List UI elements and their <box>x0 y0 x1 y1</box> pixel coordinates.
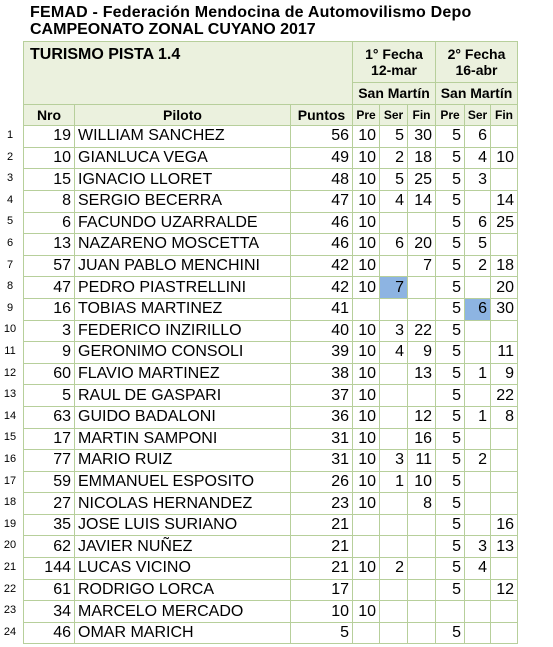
cell-piloto: FACUNDO UZARRALDE <box>75 212 291 234</box>
cell-f2-fin <box>491 169 518 191</box>
cell-f1-fin <box>408 277 436 299</box>
cell-f1-fin <box>408 514 436 536</box>
cell-f1-pre <box>353 622 380 644</box>
row-number: 21 <box>3 561 17 573</box>
cell-f1-fin: 25 <box>408 169 436 191</box>
cell-puntos: 37 <box>291 385 353 407</box>
table-row <box>24 298 518 320</box>
cell-f2-pre: 5 <box>436 363 465 385</box>
cell-f2-pre: 5 <box>436 342 465 364</box>
cell-f1-fin: 30 <box>408 126 436 148</box>
row-number: 13 <box>3 388 17 401</box>
cell-puntos: 21 <box>291 536 353 558</box>
cell-f1-ser: 1 <box>380 471 408 493</box>
cell-f1-fin: 18 <box>408 147 436 169</box>
table-row <box>24 406 518 428</box>
cell-f2-fin: 13 <box>491 536 518 558</box>
cell-piloto: SERGIO BECERRA <box>75 190 291 212</box>
cell-f1-ser <box>380 622 408 644</box>
cell-f2-fin: 22 <box>491 385 518 407</box>
cell-f2-pre: 5 <box>436 385 465 407</box>
cell-f1-fin: 11 <box>408 450 436 472</box>
cell-nro: 10 <box>24 147 75 169</box>
cell-f2-ser <box>465 277 491 299</box>
cell-f2-ser: 1 <box>465 406 491 428</box>
cell-f1-ser <box>380 428 408 450</box>
cell-nro: 5 <box>24 385 75 407</box>
cell-puntos: 17 <box>291 579 353 601</box>
cell-nro: 60 <box>24 363 75 385</box>
cell-nro: 57 <box>24 255 75 277</box>
cell-f2-ser <box>465 342 491 364</box>
table-row <box>24 428 518 450</box>
cell-f1-ser <box>380 536 408 558</box>
cell-puntos: 49 <box>291 147 353 169</box>
row-number: 5 <box>6 215 14 228</box>
cell-f2-fin: 30 <box>491 298 518 320</box>
cell-f2-pre: 5 <box>436 147 465 169</box>
table-row <box>24 255 518 277</box>
cell-nro: 46 <box>24 622 75 644</box>
cell-f2-ser: 2 <box>465 450 491 472</box>
cell-f1-pre: 10 <box>353 255 380 277</box>
row-number: 20 <box>3 539 17 552</box>
cell-f1-ser: 2 <box>380 147 408 169</box>
row-number: 6 <box>6 237 14 249</box>
cell-f1-ser <box>380 406 408 428</box>
cell-puntos: 31 <box>291 428 353 450</box>
cell-nro: 9 <box>24 342 75 364</box>
cell-f1-ser: 4 <box>380 190 408 212</box>
document-subtitle: CAMPEONATO ZONAL CUYANO 2017 <box>30 21 316 38</box>
cell-f1-pre <box>353 298 380 320</box>
cell-f1-fin: 16 <box>408 428 436 450</box>
cell-f2-ser <box>465 471 491 493</box>
cell-nro: 17 <box>24 428 75 450</box>
cell-nro: 59 <box>24 471 75 493</box>
fecha1-header <box>353 42 436 83</box>
cell-puntos: 48 <box>291 169 353 191</box>
cell-f1-pre: 10 <box>353 212 380 234</box>
cell-puntos: 47 <box>291 190 353 212</box>
cell-puntos: 42 <box>291 255 353 277</box>
cell-piloto: WILLIAM SANCHEZ <box>75 126 291 148</box>
document-title: FEMAD - Federación Mendocina de Automovilismo Depo <box>30 4 472 21</box>
cell-piloto: RAUL DE GASPARI <box>75 385 291 407</box>
cell-f2-pre: 5 <box>436 277 465 299</box>
cell-f2-ser: 6 <box>465 298 491 320</box>
cell-f1-fin: 12 <box>408 406 436 428</box>
cell-f2-ser: 6 <box>465 126 491 148</box>
row-number: 2 <box>6 150 14 163</box>
cell-f2-pre: 5 <box>436 212 465 234</box>
cell-f1-ser: 3 <box>380 450 408 472</box>
table-row <box>24 126 518 148</box>
cell-f2-ser: 3 <box>465 536 491 558</box>
cell-f1-fin <box>408 385 436 407</box>
cell-f2-ser <box>465 622 491 644</box>
cell-f1-ser: 4 <box>380 342 408 364</box>
table-row <box>24 558 518 580</box>
cell-f1-ser <box>380 385 408 407</box>
cell-nro: 3 <box>24 320 75 342</box>
cell-puntos: 36 <box>291 406 353 428</box>
col-header-f1-fin: Fin <box>408 104 436 126</box>
cell-f1-ser <box>380 255 408 277</box>
cell-piloto: GUIDO BADALONI <box>75 406 291 428</box>
cell-piloto: EMMANUEL ESPOSITO <box>75 471 291 493</box>
row-number: 24 <box>3 625 17 638</box>
table-row <box>24 212 518 234</box>
cell-piloto: TOBIAS MARTINEZ <box>75 298 291 320</box>
cell-f1-fin: 7 <box>408 255 436 277</box>
cell-f2-fin: 14 <box>491 190 518 212</box>
cell-f1-pre: 10 <box>353 385 380 407</box>
cell-piloto: FEDERICO INZIRILLO <box>75 320 291 342</box>
cell-f1-fin: 13 <box>408 363 436 385</box>
cell-f1-pre: 10 <box>353 406 380 428</box>
cell-f1-pre: 10 <box>353 169 380 191</box>
cell-f1-pre: 10 <box>353 471 380 493</box>
cell-f2-ser <box>465 514 491 536</box>
cell-nro: 35 <box>24 514 75 536</box>
cell-puntos: 46 <box>291 212 353 234</box>
cell-f1-ser <box>380 298 408 320</box>
cell-f1-fin <box>408 558 436 580</box>
cell-f2-pre: 5 <box>436 234 465 256</box>
cell-f1-pre: 10 <box>353 428 380 450</box>
row-number: 14 <box>3 409 17 422</box>
table-row <box>24 536 518 558</box>
cell-f1-pre: 10 <box>353 320 380 342</box>
table-row <box>24 277 518 299</box>
cell-f2-fin <box>491 320 518 342</box>
cell-puntos: 39 <box>291 342 353 364</box>
cell-puntos: 21 <box>291 558 353 580</box>
cell-f1-pre <box>353 579 380 601</box>
cell-nro: 16 <box>24 298 75 320</box>
cell-puntos: 21 <box>291 514 353 536</box>
table-row <box>24 363 518 385</box>
cell-nro: 144 <box>24 558 75 580</box>
cell-f2-fin: 12 <box>491 579 518 601</box>
row-number: 8 <box>6 280 14 293</box>
cell-f2-pre <box>436 601 465 623</box>
cell-f2-fin <box>491 471 518 493</box>
cell-f1-pre: 10 <box>353 342 380 364</box>
cell-f1-pre: 10 <box>353 147 380 169</box>
cell-f2-fin <box>491 428 518 450</box>
cell-f2-pre: 5 <box>436 298 465 320</box>
table-row <box>24 190 518 212</box>
cell-f2-ser: 4 <box>465 147 491 169</box>
fecha1-date: 12-mar <box>371 62 417 78</box>
cell-f2-fin: 18 <box>491 255 518 277</box>
fecha1-title: 1° Fecha <box>365 46 423 62</box>
cell-puntos: 26 <box>291 471 353 493</box>
table-row <box>24 622 518 644</box>
row-number: 11 <box>4 345 16 357</box>
cell-f2-fin: 25 <box>491 212 518 234</box>
cell-f2-ser <box>465 320 491 342</box>
cell-piloto: JOSE LUIS SURIANO <box>75 514 291 536</box>
fecha1-place: San Martín <box>353 83 436 105</box>
fecha2-date: 16-abr <box>455 62 498 78</box>
cell-f2-ser <box>465 601 491 623</box>
row-number: 12 <box>3 366 17 379</box>
cell-piloto: JAVIER NUÑEZ <box>75 536 291 558</box>
row-number: 3 <box>6 172 14 185</box>
fecha2-header <box>436 42 518 83</box>
cell-f2-pre: 5 <box>436 406 465 428</box>
cell-f2-pre: 5 <box>436 126 465 148</box>
cell-piloto: LUCAS VICINO <box>75 558 291 580</box>
cell-f1-ser <box>380 212 408 234</box>
cell-f1-ser: 5 <box>380 169 408 191</box>
cell-puntos: 31 <box>291 450 353 472</box>
row-number: 22 <box>3 582 17 595</box>
cell-piloto: IGNACIO LLORET <box>75 169 291 191</box>
cell-puntos: 40 <box>291 320 353 342</box>
cell-f1-fin <box>408 622 436 644</box>
table-row <box>24 385 518 407</box>
cell-f1-ser: 5 <box>380 126 408 148</box>
table-row <box>24 320 518 342</box>
table-row <box>24 471 518 493</box>
cell-f1-fin: 10 <box>408 471 436 493</box>
cell-f1-pre: 10 <box>353 363 380 385</box>
table-row <box>24 493 518 515</box>
col-header-f2-pre: Pre <box>436 104 465 126</box>
cell-nro: 15 <box>24 169 75 191</box>
cell-f2-ser <box>465 493 491 515</box>
row-number: 9 <box>6 301 14 314</box>
cell-f2-fin <box>491 622 518 644</box>
cell-nro: 13 <box>24 234 75 256</box>
cell-f1-ser <box>380 579 408 601</box>
cell-f2-fin: 8 <box>491 406 518 428</box>
cell-puntos: 56 <box>291 126 353 148</box>
table-row <box>24 169 518 191</box>
category-title: TURISMO PISTA 1.4 <box>24 42 353 105</box>
cell-f2-ser <box>465 428 491 450</box>
row-number: 4 <box>6 193 14 206</box>
cell-f2-pre: 5 <box>436 255 465 277</box>
cell-piloto: GERONIMO CONSOLI <box>75 342 291 364</box>
cell-f1-ser <box>380 363 408 385</box>
table-row <box>24 234 518 256</box>
cell-f2-fin: 10 <box>491 147 518 169</box>
cell-f2-fin <box>491 126 518 148</box>
cell-f2-pre: 5 <box>436 320 465 342</box>
row-number: 7 <box>6 258 14 271</box>
cell-puntos: 38 <box>291 363 353 385</box>
cell-f2-ser: 5 <box>465 234 491 256</box>
cell-f1-fin: 14 <box>408 190 436 212</box>
cell-nro: 77 <box>24 450 75 472</box>
cell-f1-fin <box>408 601 436 623</box>
cell-piloto: MARCELO MERCADO <box>75 601 291 623</box>
row-number: 16 <box>3 453 17 465</box>
cell-puntos: 42 <box>291 277 353 299</box>
cell-f1-pre: 10 <box>353 234 380 256</box>
cell-piloto: GIANLUCA VEGA <box>75 147 291 169</box>
cell-piloto: NICOLAS HERNANDEZ <box>75 493 291 515</box>
cell-piloto: MARIO RUIZ <box>75 450 291 472</box>
table-row <box>24 579 518 601</box>
cell-piloto: OMAR MARICH <box>75 622 291 644</box>
cell-piloto: RODRIGO LORCA <box>75 579 291 601</box>
cell-f1-pre <box>353 514 380 536</box>
cell-f1-pre: 10 <box>353 126 380 148</box>
cell-f2-pre: 5 <box>436 493 465 515</box>
cell-f1-fin <box>408 536 436 558</box>
cell-f1-fin <box>408 212 436 234</box>
cell-f2-fin <box>491 558 518 580</box>
cell-nro: 8 <box>24 190 75 212</box>
col-header-f1-ser: Ser <box>380 104 408 126</box>
cell-piloto: JUAN PABLO MENCHINI <box>75 255 291 277</box>
cell-f2-fin: 20 <box>491 277 518 299</box>
cell-f1-pre <box>353 536 380 558</box>
cell-f2-pre: 5 <box>436 579 465 601</box>
cell-f1-ser <box>380 601 408 623</box>
cell-nro: 62 <box>24 536 75 558</box>
fecha2-title: 2° Fecha <box>447 46 506 62</box>
cell-f2-pre: 5 <box>436 536 465 558</box>
cell-f1-ser: 7 <box>380 277 408 299</box>
cell-f1-ser <box>380 514 408 536</box>
row-number: 18 <box>3 496 17 509</box>
col-header-nro: Nro <box>24 104 75 126</box>
cell-puntos: 23 <box>291 493 353 515</box>
cell-piloto: MARTIN SAMPONI <box>75 428 291 450</box>
row-number: 23 <box>3 604 17 617</box>
cell-f1-fin <box>408 298 436 320</box>
row-number: 1 <box>6 129 14 141</box>
table-row <box>24 601 518 623</box>
cell-f1-pre: 10 <box>353 450 380 472</box>
cell-puntos: 10 <box>291 601 353 623</box>
cell-nro: 6 <box>24 212 75 234</box>
cell-f1-fin: 9 <box>408 342 436 364</box>
standings-table <box>23 41 518 644</box>
cell-f2-ser <box>465 385 491 407</box>
cell-nro: 27 <box>24 493 75 515</box>
cell-f2-ser: 3 <box>465 169 491 191</box>
cell-f2-ser: 6 <box>465 212 491 234</box>
fecha2-place: San Martín <box>436 83 518 105</box>
cell-nro: 63 <box>24 406 75 428</box>
cell-nro: 34 <box>24 601 75 623</box>
cell-f1-pre: 10 <box>353 601 380 623</box>
col-header-f2-ser: Ser <box>465 104 491 126</box>
col-header-piloto: Piloto <box>75 104 291 126</box>
cell-piloto: FLAVIO MARTINEZ <box>75 363 291 385</box>
row-number: 10 <box>3 323 17 336</box>
table-row <box>24 147 518 169</box>
cell-nro: 61 <box>24 579 75 601</box>
cell-f1-pre: 10 <box>353 558 380 580</box>
cell-f1-pre: 10 <box>353 277 380 299</box>
cell-piloto: PEDRO PIASTRELLINI <box>75 277 291 299</box>
cell-puntos: 5 <box>291 622 353 644</box>
cell-f1-fin: 20 <box>408 234 436 256</box>
cell-f2-ser: 4 <box>465 558 491 580</box>
cell-f2-ser <box>465 190 491 212</box>
col-header-f2-fin: Fin <box>491 104 518 126</box>
cell-f2-pre: 5 <box>436 190 465 212</box>
cell-nro: 19 <box>24 126 75 148</box>
cell-f2-pre: 5 <box>436 450 465 472</box>
table-row <box>24 514 518 536</box>
cell-f2-fin <box>491 493 518 515</box>
cell-f1-pre: 10 <box>353 493 380 515</box>
cell-f2-fin: 11 <box>491 342 518 364</box>
table-row <box>24 450 518 472</box>
cell-f2-pre: 5 <box>436 514 465 536</box>
cell-f2-pre: 5 <box>436 428 465 450</box>
cell-f2-ser: 1 <box>465 363 491 385</box>
cell-f2-ser <box>465 579 491 601</box>
cell-f1-fin: 8 <box>408 493 436 515</box>
cell-puntos: 46 <box>291 234 353 256</box>
cell-f2-fin <box>491 601 518 623</box>
cell-f2-fin <box>491 234 518 256</box>
cell-f2-pre: 5 <box>436 622 465 644</box>
cell-f1-ser <box>380 493 408 515</box>
cell-f2-fin <box>491 450 518 472</box>
cell-f1-ser: 6 <box>380 234 408 256</box>
cell-f2-pre: 5 <box>436 558 465 580</box>
cell-f2-ser: 2 <box>465 255 491 277</box>
cell-f1-pre: 10 <box>353 190 380 212</box>
cell-puntos: 41 <box>291 298 353 320</box>
col-header-f1-pre: Pre <box>353 104 380 126</box>
table-row <box>24 342 518 364</box>
cell-f2-fin: 9 <box>491 363 518 385</box>
col-header-puntos: Puntos <box>291 104 353 126</box>
cell-f1-ser: 3 <box>380 320 408 342</box>
cell-piloto: NAZARENO MOSCETTA <box>75 234 291 256</box>
cell-f1-ser: 2 <box>380 558 408 580</box>
row-number: 17 <box>3 474 17 487</box>
cell-f2-pre: 5 <box>436 169 465 191</box>
cell-f1-fin <box>408 579 436 601</box>
row-number: 15 <box>3 431 17 444</box>
row-number: 19 <box>3 517 17 530</box>
cell-f1-fin: 22 <box>408 320 436 342</box>
cell-f2-pre: 5 <box>436 471 465 493</box>
cell-f2-fin: 16 <box>491 514 518 536</box>
cell-nro: 47 <box>24 277 75 299</box>
